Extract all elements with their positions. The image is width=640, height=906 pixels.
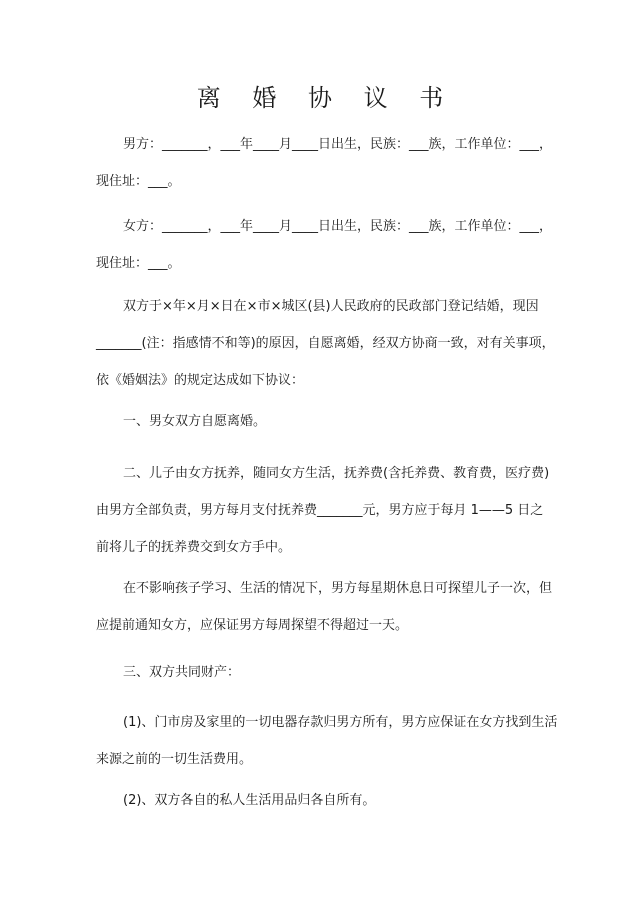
paragraph-line: _______(注：指感情不和等)的原因，自愿离婚，经双方协商一致，对有关事项，: [96, 336, 555, 351]
paragraph-line: 现住址：___。: [96, 174, 181, 189]
clause-2-paragraph: [96, 455, 548, 566]
paragraph-line: 前将儿子的抚养费交到女方手中。: [96, 540, 292, 555]
visitation-paragraph: [96, 570, 553, 644]
clause-1-paragraph: [96, 403, 548, 440]
paragraph-line: 现住址：___。: [96, 256, 181, 271]
paragraph-line: (1)、门市房及家里的一切电器存款归男方所有，男方应保证在女方找到生活: [123, 715, 558, 730]
husband-info-paragraph: [96, 126, 553, 200]
document-title: 离 婚 协 议 书: [196, 84, 456, 112]
clause-3-paragraph: [96, 654, 548, 691]
paragraph-line: 在不影响孩子学习、生活的情况下，男方每星期休息日可探望儿子一次，但: [123, 581, 553, 596]
paragraph-line: 三、双方共同财产：: [123, 665, 241, 680]
paragraph-line: 双方于×年×月×日在×市×城区(县)人民政府的民政部门登记结婚，现因: [123, 299, 539, 314]
preamble-paragraph: [96, 288, 555, 399]
paragraph-line: 由男方全部负责，男方每月支付抚养费_______元，男方应于每月 1——5 日之: [96, 503, 544, 518]
paragraph-line: 女方：_______，___年____月____日出生，民族：___族，工作单位：___，: [123, 219, 553, 234]
wife-info-paragraph: [96, 208, 553, 282]
paragraph-line: 应提前通知女方，应保证男方每周探望不得超过一天。: [96, 618, 409, 633]
paragraph-line: 一、男女双方自愿离婚。: [123, 414, 267, 429]
clause-3-1-paragraph: [96, 704, 558, 778]
paragraph-line: 二、儿子由女方抚养，随同女方生活，抚养费(含托养费、教育费，医疗费): [123, 466, 550, 481]
paragraph-line: (2)、双方各自的私人生活用品归各自所有。: [123, 793, 376, 808]
paragraph-line: 依《婚姻法》的规定达成如下协议：: [96, 373, 305, 388]
paragraph-line: 来源之前的一切生活费用。: [96, 752, 253, 767]
paragraph-line: 男方：_______，___年____月____日出生，民族：___族，工作单位：___，: [123, 137, 553, 152]
clause-3-2-paragraph: [96, 782, 548, 819]
